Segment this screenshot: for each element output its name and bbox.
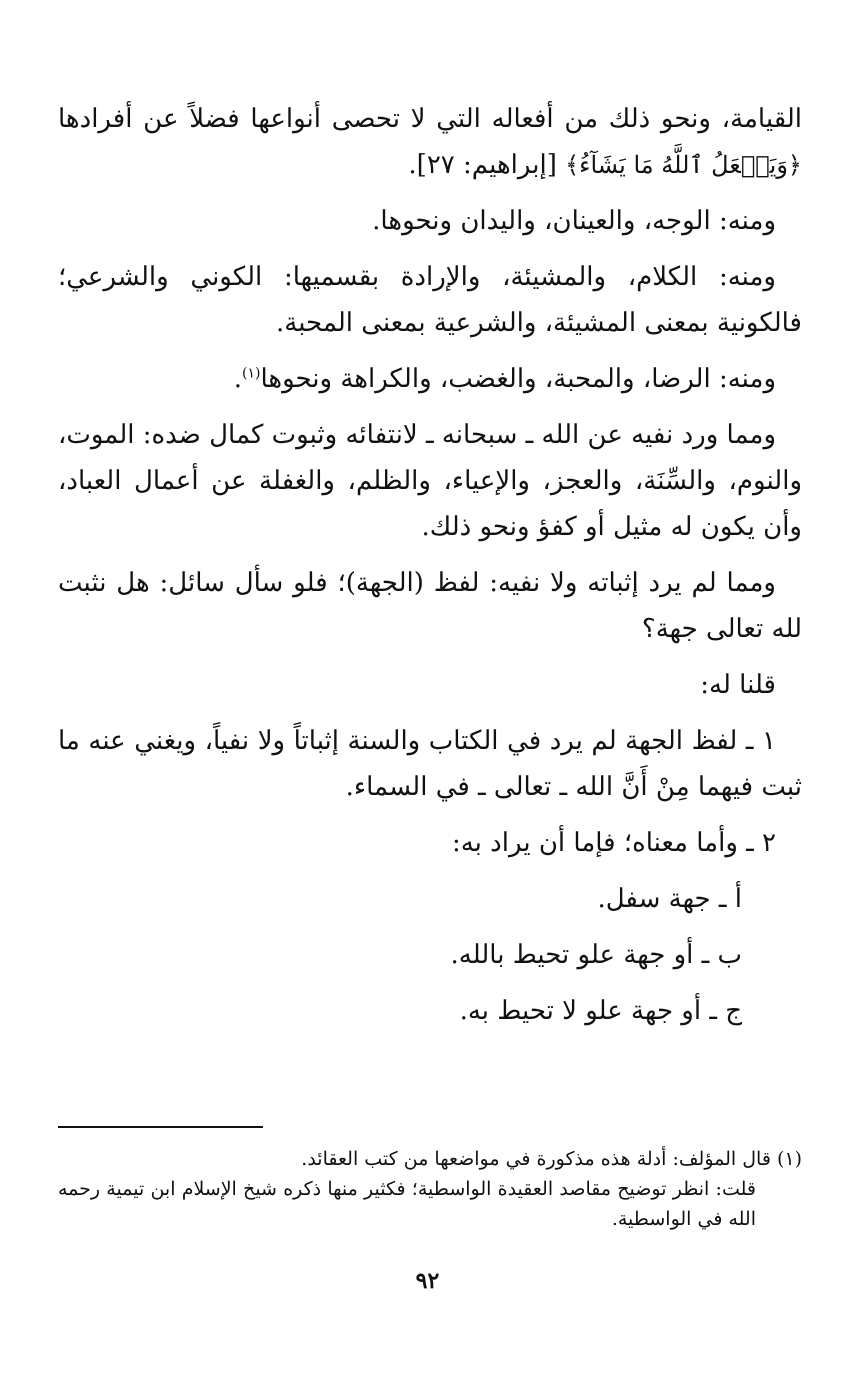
main-text xyxy=(58,96,802,1034)
paragraph-1-text: القيامة، ونحو ذلك من أفعاله التي لا تحصى أنواعها فضلاً عن أفرادها xyxy=(58,104,802,134)
list-item-b: ب ـ أو جهة علو تحيط بالله. xyxy=(450,940,742,970)
paragraph-4-text: ومنه: الرضا، والمحبة، والغضب، والكراهة ونحوها xyxy=(260,364,776,394)
paragraph-5: ومما ورد نفيه عن الله ـ سبحانه ـ لانتفائه وثبوت كمال ضده: الموت، والنوم، والسِّنَة، والعجز، والإعياء، والظلم، والغفلة عن أعمال العباد، وأن يكون له مثيل أو كفؤ ونحو ذلك. xyxy=(58,420,802,542)
list-item-c: ج ـ أو جهة علو لا تحيط به. xyxy=(459,996,742,1026)
paragraph-6: ومما لم يرد إثباته ولا نفيه: لفظ (الجهة)؛ فلو سأل سائل: هل نثبت لله تعالى جهة؟ xyxy=(58,568,802,644)
footnote-separator xyxy=(58,1126,263,1128)
list-item-a: أ ـ جهة سفل. xyxy=(597,884,742,914)
quran-verse: ﴿وَيَفۡعَلُ ٱللَّهُ مَا يَشَآءُ﴾ xyxy=(565,151,802,179)
footnotes-section xyxy=(58,1144,802,1234)
paragraph-8: ١ ـ لفظ الجهة لم يرد في الكتاب والسنة إثباتاً ولا نفياً، ويغني عنه ما ثبت فيهما مِنْ أَنَّ الله ـ تعالى ـ في السماء. xyxy=(58,726,802,802)
paragraph-4-tail: . xyxy=(233,364,242,394)
paragraph-2: ومنه: الوجه، والعينان، واليدان ونحوها. xyxy=(372,206,776,236)
footnote-1: (١) قال المؤلف: أدلة هذه مذكورة في مواضعها من كتب العقائد. xyxy=(301,1148,802,1170)
paragraph-9: ٢ ـ وأما معناه؛ فإما أن يراد به: xyxy=(451,828,776,858)
page-number: ٩٢ xyxy=(415,1268,440,1294)
paragraph-4 xyxy=(58,356,802,402)
verse-reference: [إبراهيم: ٢٧]. xyxy=(408,150,566,180)
paragraph-3: ومنه: الكلام، والمشيئة، والإرادة بقسميها: الكوني والشرعي؛ فالكونية بمعنى المشيئة، والشرعية بمعنى المحبة. xyxy=(58,262,802,338)
footnote-marker: (١) xyxy=(241,365,261,382)
paragraph-1 xyxy=(58,96,802,188)
paragraph-7: قلنا له: xyxy=(700,670,776,700)
footnote-1-continuation: قلت: انظر توضيح مقاصد العقيدة الواسطية؛ فكثير منها ذكره شيخ الإسلام ابن تيمية رحمه الله في الواسطية. xyxy=(58,1178,756,1230)
